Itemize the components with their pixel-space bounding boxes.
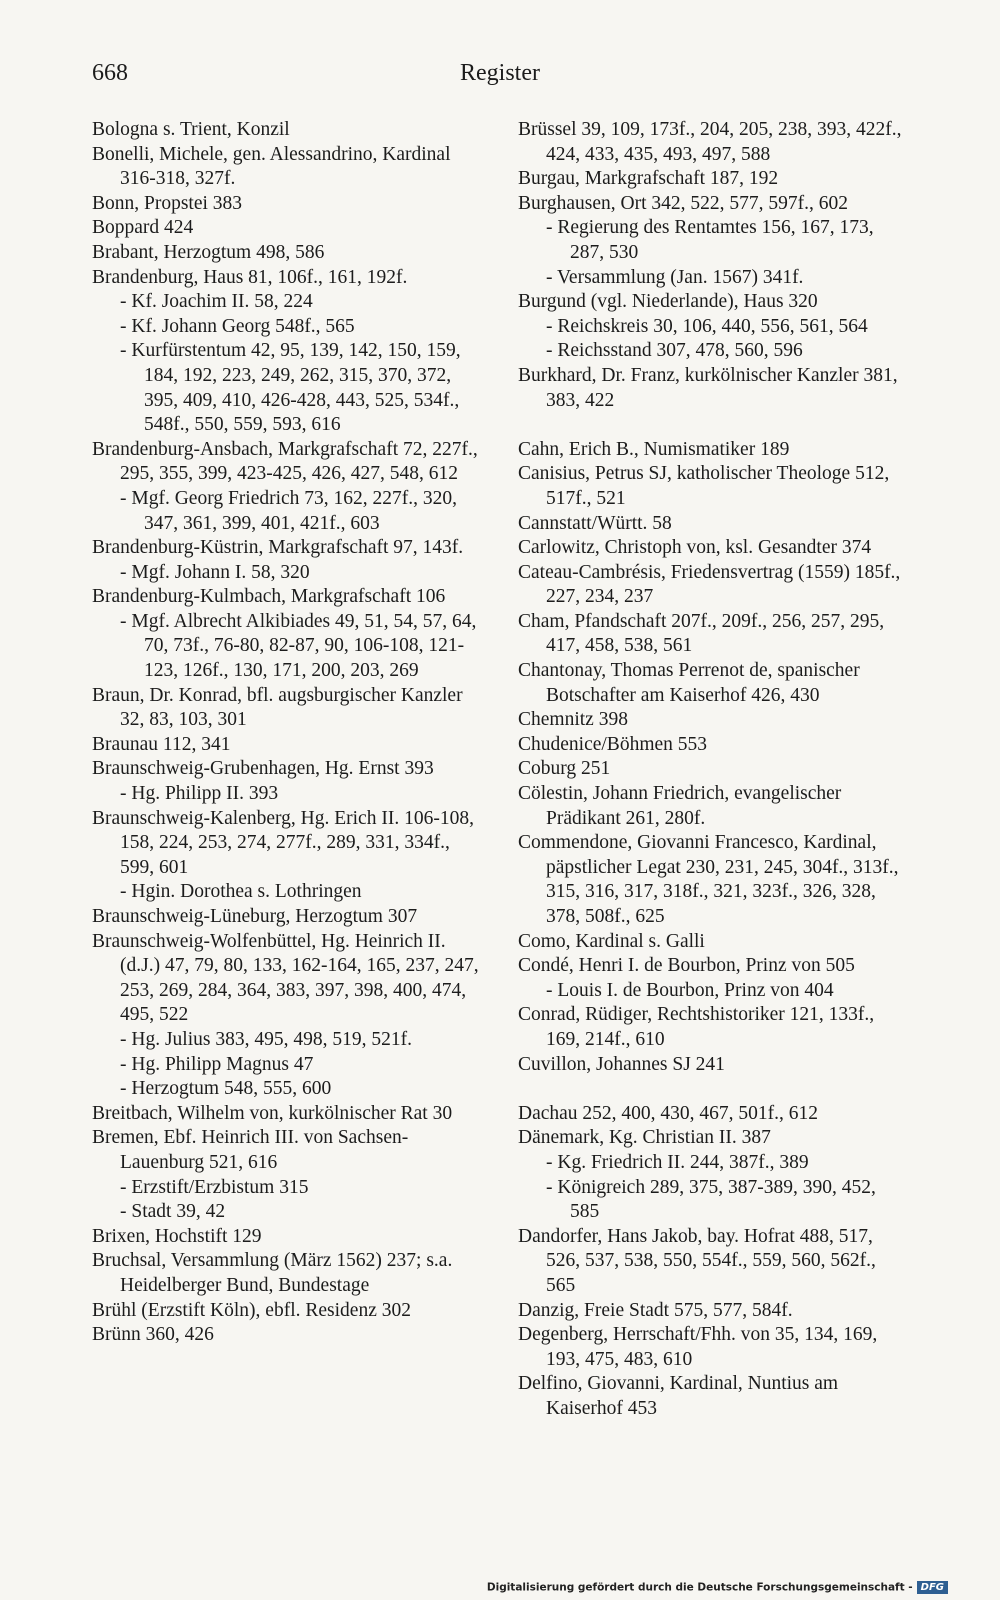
index-subentry: - Hgin. Dorothea s. Lothringen bbox=[120, 881, 362, 903]
index-entry: Bruchsal, Versammlung (März 1562) 237; s.a. Heidelberger Bund, Bundestage bbox=[92, 1250, 453, 1296]
index-entry: Coburg 251 bbox=[518, 758, 611, 780]
index-entry: Bonelli, Michele, gen. Alessandrino, Kardinal 316-318, 327f. bbox=[92, 143, 451, 190]
index-entry: Delfino, Giovanni, Kardinal, Nuntius am Kaiserhof 453 bbox=[518, 1373, 839, 1419]
index-entry: Carlowitz, Christoph von, ksl. Gesandter 374 bbox=[518, 537, 872, 559]
index-subentry: - Kg. Friedrich II. 244, 387f., 389 bbox=[546, 1151, 809, 1173]
index-entry: Brixen, Hochstift 129 bbox=[92, 1225, 262, 1247]
index-entry: Brabant, Herzogtum 498, 586 bbox=[92, 241, 325, 263]
index-entry: Bremen, Ebf. Heinrich III. von Sachsen-Lauenburg 521, 616 bbox=[92, 1127, 409, 1173]
index-entry: Condé, Henri I. de Bourbon, Prinz von 505 bbox=[518, 955, 855, 977]
index-entry: Burgund (vgl. Niederlande), Haus 320 bbox=[518, 291, 818, 313]
index-entry: Burgau, Markgrafschaft 187, 192 bbox=[518, 168, 779, 190]
index-subentry: - Kurfürstentum 42, 95, 139, 142, 150, 159, 184, 192, 223, 249, 262, 315, 370, 372, 395, 409, 410, 426-428, 443, 525, 534f., 548f., 550, 559, 593, 616 bbox=[120, 340, 461, 436]
index-subentry: - Hg. Julius 383, 495, 498, 519, 521f. bbox=[120, 1028, 412, 1050]
index-subentry: - Erzstift/Erzbistum 315 bbox=[120, 1176, 309, 1198]
index-entry: Cateau-Cambrésis, Friedensvertrag (1559) 185f., 227, 234, 237 bbox=[518, 561, 901, 608]
index-subentry: - Kf. Joachim II. 58, 224 bbox=[120, 291, 313, 313]
index-entry: Danzig, Freie Stadt 575, 577, 584f. bbox=[518, 1299, 793, 1321]
index-entry: Canisius, Petrus SJ, katholischer Theologe 512, 517f., 521 bbox=[518, 463, 890, 509]
index-column-right bbox=[518, 118, 908, 1421]
index-subentry: - Königreich 289, 375, 387-389, 390, 452, 585 bbox=[546, 1176, 876, 1223]
index-entry: Brandenburg-Kulmbach, Markgrafschaft 106 bbox=[92, 586, 446, 608]
index-entry: Braunau 112, 341 bbox=[92, 733, 231, 755]
index-entry: Burghausen, Ort 342, 522, 577, 597f., 602 bbox=[518, 192, 849, 214]
index-entry: Cannstatt/Württ. 58 bbox=[518, 512, 672, 534]
index-subentry: - Versammlung (Jan. 1567) 341f. bbox=[546, 266, 804, 288]
index-subentry: - Mgf. Albrecht Alkibiades 49, 51, 54, 57, 64, 70, 73f., 76-80, 82-87, 90, 106-108, 121-123, 126f., 130, 171, 200, 203, 269 bbox=[120, 610, 477, 682]
index-subentry: - Kf. Johann Georg 548f., 565 bbox=[120, 315, 355, 337]
index-subentry: - Mgf. Johann I. 58, 320 bbox=[120, 561, 310, 583]
index-entry: Brüssel 39, 109, 173f., 204, 205, 238, 393, 422f., 424, 433, 435, 493, 497, 588 bbox=[518, 119, 902, 165]
index-entry: Breitbach, Wilhelm von, kurkölnischer Rat 30 bbox=[92, 1102, 453, 1124]
index-entry: Bonn, Propstei 383 bbox=[92, 192, 243, 214]
index-column-left bbox=[92, 118, 482, 1348]
index-entry: Chemnitz 398 bbox=[518, 709, 628, 731]
index-subentry: - Herzogtum 548, 555, 600 bbox=[120, 1078, 332, 1100]
index-entry: Commendone, Giovanni Francesco, Kardinal, päpstlicher Legat 230, 231, 245, 304f., 313f., 315, 316, 317, 318f., 321, 323f., 326, 328, 378, 508f., 625 bbox=[518, 832, 899, 927]
index-entry: Braunschweig-Kalenberg, Hg. Erich II. 106-108, 158, 224, 253, 274, 277f., 289, 331, 334f., 599, 601 bbox=[92, 807, 474, 878]
index-entry: Brühl (Erzstift Köln), ebfl. Residenz 302 bbox=[92, 1299, 411, 1321]
index-entry: Bologna s. Trient, Konzil bbox=[92, 119, 290, 140]
index-entry: Burkhard, Dr. Franz, kurkölnischer Kanzler 381, 383, 422 bbox=[518, 364, 898, 411]
index-entry: Braunschweig-Wolfenbüttel, Hg. Heinrich II. (d.J.) 47, 79, 80, 133, 162-164, 165, 237, 247, 253, 269, 284, 364, 383, 397, 398, 400, 474, 495, 522 bbox=[92, 930, 479, 1026]
index-subentry: - Louis I. de Bourbon, Prinz von 404 bbox=[546, 979, 834, 1001]
index-entry: Brünn 360, 426 bbox=[92, 1324, 214, 1346]
index-entry: Conrad, Rüdiger, Rechtshistoriker 121, 133f., 169, 214f., 610 bbox=[518, 1004, 875, 1050]
index-entry: Brandenburg-Küstrin, Markgrafschaft 97, 143f. bbox=[92, 537, 464, 559]
index-entry: Dandorfer, Hans Jakob, bay. Hofrat 488, 517, 526, 537, 538, 550, 554f., 559, 560, 562f., 565 bbox=[518, 1225, 876, 1296]
index-entry: Braunschweig-Grubenhagen, Hg. Ernst 393 bbox=[92, 758, 434, 780]
footer-credit bbox=[487, 1581, 948, 1594]
index-entry: Braun, Dr. Konrad, bfl. augsburgischer Kanzler 32, 83, 103, 301 bbox=[92, 684, 463, 731]
index-entry: Cham, Pfandschaft 207f., 209f., 256, 257, 295, 417, 458, 538, 561 bbox=[518, 610, 885, 657]
index-entry: Brandenburg, Haus 81, 106f., 161, 192f. bbox=[92, 266, 408, 288]
index-subentry: - Mgf. Georg Friedrich 73, 162, 227f., 320, 347, 361, 399, 401, 421f., 603 bbox=[120, 487, 458, 534]
index-entry: Boppard 424 bbox=[92, 217, 194, 239]
index-subentry: - Reichskreis 30, 106, 440, 556, 561, 564 bbox=[546, 315, 868, 337]
index-entry: Degenberg, Herrschaft/Fhh. von 35, 134, 169, 193, 475, 483, 610 bbox=[518, 1324, 878, 1370]
index-entry: Chudenice/Böhmen 553 bbox=[518, 733, 708, 755]
footer-credit-text: Digitalisierung gefördert durch die Deutsche Forschungsgemeinschaft - bbox=[486, 1581, 913, 1594]
index-subentry: - Stadt 39, 42 bbox=[120, 1201, 226, 1223]
index-entry: Cölestin, Johann Friedrich, evangelischer Prädikant 261, 280f. bbox=[518, 783, 842, 829]
page-number: 668 bbox=[92, 60, 128, 86]
dfg-logo: DFG bbox=[917, 1581, 948, 1594]
index-subentry: - Hg. Philipp II. 393 bbox=[120, 783, 279, 805]
index-entry: Cahn, Erich B., Numismatiker 189 bbox=[518, 438, 790, 460]
index-entry: Cuvillon, Johannes SJ 241 bbox=[518, 1053, 725, 1075]
index-subentry: - Hg. Philipp Magnus 47 bbox=[120, 1053, 314, 1075]
index-entry: Como, Kardinal s. Galli bbox=[518, 930, 705, 952]
index-subentry: - Regierung des Rentamtes 156, 167, 173, 287, 530 bbox=[546, 217, 874, 263]
index-entry: Dachau 252, 400, 430, 467, 501f., 612 bbox=[518, 1102, 819, 1124]
index-subentry: - Reichsstand 307, 478, 560, 596 bbox=[546, 340, 803, 362]
index-entry: Brandenburg-Ansbach, Markgrafschaft 72, 227f., 295, 355, 399, 423-425, 426, 427, 548, 612 bbox=[92, 438, 478, 485]
running-head: Register bbox=[460, 60, 540, 86]
index-entry: Chantonay, Thomas Perrenot de, spanischer Botschafter am Kaiserhof 426, 430 bbox=[518, 660, 860, 706]
index-entry: Braunschweig-Lüneburg, Herzogtum 307 bbox=[92, 906, 418, 927]
index-entry: Dänemark, Kg. Christian II. 387 bbox=[518, 1127, 771, 1149]
